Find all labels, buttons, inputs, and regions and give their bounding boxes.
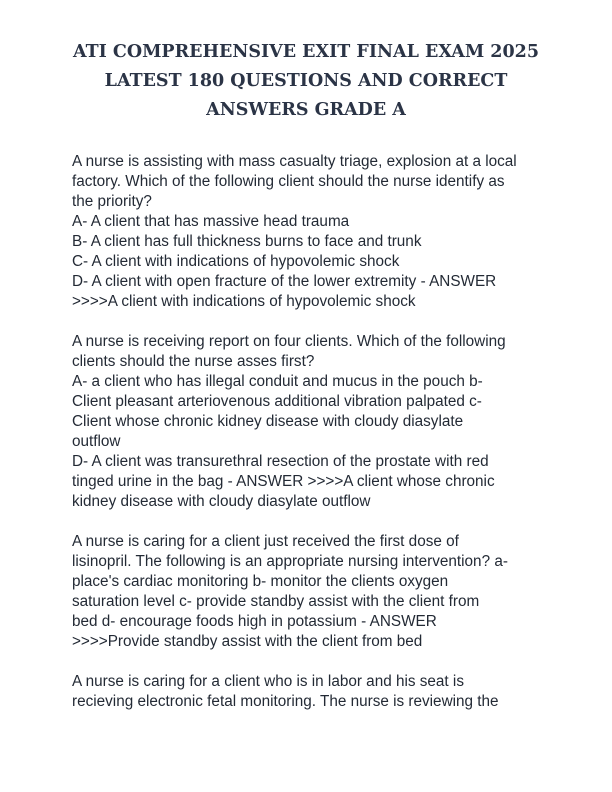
title-line: LATEST 180 QUESTIONS AND CORRECT bbox=[104, 71, 508, 91]
answer-option-line: D- A client was transurethral resection of the prostate with red bbox=[72, 453, 489, 470]
answer-option-line: outflow bbox=[72, 433, 121, 450]
correct-answer-line: tinged urine in the bag - ANSWER >>>>A client whose chronic bbox=[72, 473, 495, 490]
question-block-2 bbox=[72, 332, 557, 512]
correct-answer-line: kidney disease with cloudy diasylate outflow bbox=[72, 493, 371, 510]
question-text-line: clients should the nurse asses first? bbox=[72, 353, 315, 370]
answer-option-line: Client pleasant arteriovenous additional vibration palpated c- bbox=[72, 393, 482, 410]
title-line: ATI COMPREHENSIVE EXIT FINAL EXAM 2025 bbox=[72, 42, 540, 62]
answer-option-line: A- A client that has massive head trauma bbox=[72, 213, 350, 230]
question-text-line: A nurse is receiving report on four clients. Which of the following bbox=[72, 333, 506, 350]
paragraph-gap bbox=[72, 652, 557, 672]
paragraph-gap bbox=[72, 312, 557, 332]
question-text-line: factory. Which of the following client should the nurse identify as bbox=[72, 173, 505, 190]
question-text-line: A nurse is caring for a client just received the first dose of bbox=[72, 533, 459, 550]
answer-option-line: C- A client with indications of hypovolemic shock bbox=[72, 253, 400, 270]
answer-option-line: B- A client has full thickness burns to face and trunk bbox=[72, 233, 422, 250]
answer-option-line: place's cardiac monitoring b- monitor the clients oxygen bbox=[72, 573, 449, 590]
question-text-line: recieving electronic fetal monitoring. The nurse is reviewing the bbox=[72, 693, 499, 710]
question-block-4 bbox=[72, 672, 557, 712]
document-title bbox=[40, 38, 572, 125]
paragraph-gap bbox=[72, 512, 557, 532]
correct-answer-line: >>>>A client with indications of hypovolemic shock bbox=[72, 293, 416, 310]
correct-answer-line: >>>>Provide standby assist with the client from bed bbox=[72, 633, 423, 650]
question-block-1 bbox=[72, 152, 557, 312]
title-line: ANSWERS GRADE A bbox=[206, 100, 406, 120]
question-text-line: the priority? bbox=[72, 193, 152, 210]
document-body bbox=[72, 152, 557, 712]
answer-option-line: saturation level c- provide standby assist with the client from bbox=[72, 593, 480, 610]
answer-option-line: D- A client with open fracture of the lower extremity - ANSWER bbox=[72, 273, 497, 290]
question-text-line: A nurse is assisting with mass casualty triage, explosion at a local bbox=[72, 153, 517, 170]
question-text-line: A nurse is caring for a client who is in labor and his seat is bbox=[72, 673, 464, 690]
answer-option-line: Client whose chronic kidney disease with cloudy diasylate bbox=[72, 413, 464, 430]
question-block-3 bbox=[72, 532, 557, 652]
answer-option-line: bed d- encourage foods high in potassium - ANSWER bbox=[72, 613, 437, 630]
answer-option-line: A- a client who has illegal conduit and mucus in the pouch b- bbox=[72, 373, 483, 390]
question-text-line: lisinopril. The following is an appropriate nursing intervention? a- bbox=[72, 553, 508, 570]
